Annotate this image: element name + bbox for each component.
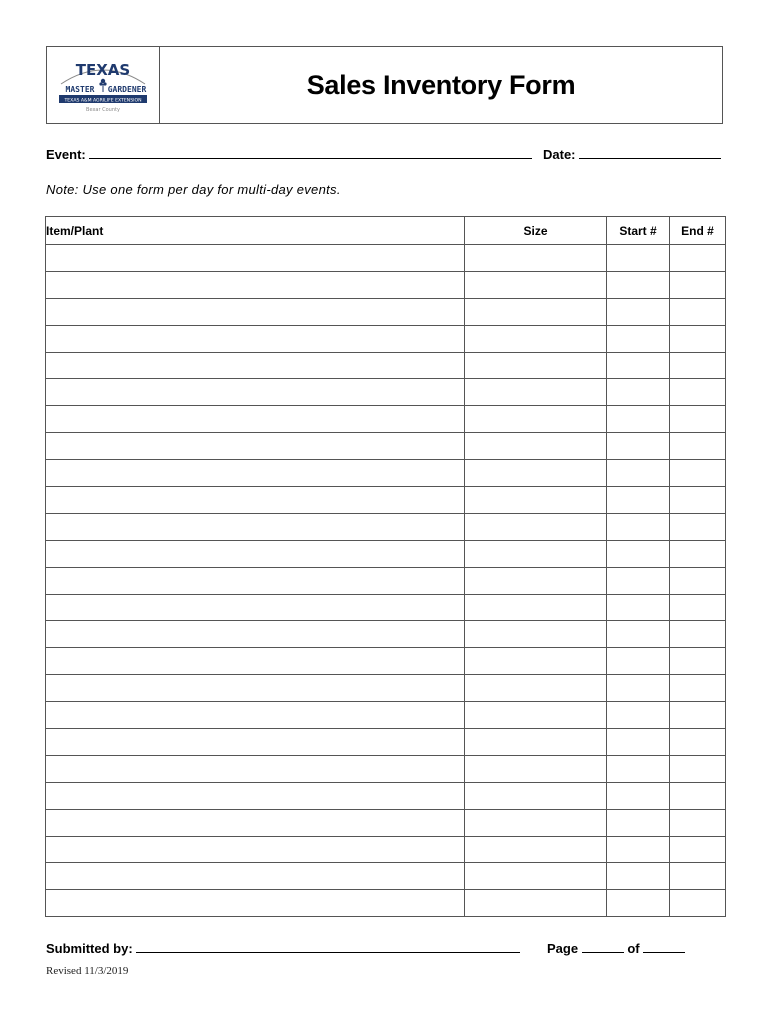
size-cell[interactable] [465, 352, 607, 379]
table-row [46, 809, 726, 836]
start-cell[interactable] [607, 782, 670, 809]
of-label: of [627, 941, 640, 956]
page-number-input-line[interactable] [582, 940, 624, 953]
end-cell[interactable] [670, 352, 726, 379]
texas-master-gardener-logo [55, 54, 151, 116]
size-cell[interactable] [465, 648, 607, 675]
item-cell[interactable] [46, 379, 465, 406]
date-input-line[interactable] [579, 146, 721, 159]
page-label: Page [547, 941, 579, 956]
size-cell[interactable] [465, 487, 607, 514]
end-cell[interactable] [670, 540, 726, 567]
end-cell[interactable] [670, 890, 726, 917]
end-cell[interactable] [670, 782, 726, 809]
end-cell[interactable] [670, 648, 726, 675]
start-cell[interactable] [607, 433, 670, 460]
size-cell[interactable] [465, 540, 607, 567]
inventory-table [45, 216, 726, 917]
end-cell[interactable] [670, 487, 726, 514]
page-number-field [547, 940, 685, 956]
start-cell[interactable] [607, 621, 670, 648]
table-row [46, 675, 726, 702]
table-row [46, 379, 726, 406]
size-cell[interactable] [465, 594, 607, 621]
end-cell[interactable] [670, 755, 726, 782]
table-row [46, 433, 726, 460]
item-cell[interactable] [46, 836, 465, 863]
column-header-start: Start # [607, 217, 670, 245]
submitted-by-label: Submitted by: [46, 941, 133, 956]
page-total-input-line[interactable] [643, 940, 685, 953]
item-cell[interactable] [46, 621, 465, 648]
size-cell[interactable] [465, 513, 607, 540]
item-cell[interactable] [46, 675, 465, 702]
end-cell[interactable] [670, 621, 726, 648]
size-cell[interactable] [465, 702, 607, 729]
form-header [46, 46, 723, 124]
start-cell[interactable] [607, 809, 670, 836]
item-cell[interactable] [46, 702, 465, 729]
date-label: Date: [543, 147, 576, 162]
end-cell[interactable] [670, 325, 726, 352]
table-row [46, 406, 726, 433]
note-text: Note: Use one form per day for multi-day events. [46, 182, 341, 197]
item-cell[interactable] [46, 648, 465, 675]
size-cell[interactable] [465, 890, 607, 917]
start-cell[interactable] [607, 675, 670, 702]
item-cell[interactable] [46, 729, 465, 756]
table-row [46, 836, 726, 863]
item-cell[interactable] [46, 352, 465, 379]
logo-band-text: TEXAS A&M AGRILIFE EXTENSION [64, 98, 142, 104]
size-cell[interactable] [465, 460, 607, 487]
start-cell[interactable] [607, 379, 670, 406]
table-row [46, 621, 726, 648]
submitted-by-field [46, 940, 520, 956]
table-row [46, 513, 726, 540]
end-cell[interactable] [670, 729, 726, 756]
end-cell[interactable] [670, 594, 726, 621]
start-cell[interactable] [607, 540, 670, 567]
size-cell[interactable] [465, 245, 607, 272]
size-cell[interactable] [465, 755, 607, 782]
size-cell[interactable] [465, 675, 607, 702]
start-cell[interactable] [607, 406, 670, 433]
end-cell[interactable] [670, 379, 726, 406]
table-row [46, 729, 726, 756]
size-cell[interactable] [465, 621, 607, 648]
end-cell[interactable] [670, 863, 726, 890]
end-cell[interactable] [670, 298, 726, 325]
title-cell [160, 47, 722, 123]
start-cell[interactable] [607, 594, 670, 621]
end-cell[interactable] [670, 433, 726, 460]
event-input-line[interactable] [89, 146, 532, 159]
table-row [46, 755, 726, 782]
table-row [46, 352, 726, 379]
table-row [46, 863, 726, 890]
item-cell[interactable] [46, 406, 465, 433]
start-cell[interactable] [607, 702, 670, 729]
end-cell[interactable] [670, 702, 726, 729]
item-cell[interactable] [46, 487, 465, 514]
item-cell[interactable] [46, 460, 465, 487]
size-cell[interactable] [465, 567, 607, 594]
start-cell[interactable] [607, 325, 670, 352]
start-cell[interactable] [607, 648, 670, 675]
table-header-row [46, 217, 726, 245]
table-row [46, 245, 726, 272]
size-cell[interactable] [465, 433, 607, 460]
table-row [46, 567, 726, 594]
start-cell[interactable] [607, 271, 670, 298]
item-cell[interactable] [46, 513, 465, 540]
table-row [46, 540, 726, 567]
start-cell[interactable] [607, 890, 670, 917]
start-cell[interactable] [607, 460, 670, 487]
flower-icon [99, 79, 106, 92]
item-cell[interactable] [46, 325, 465, 352]
end-cell[interactable] [670, 271, 726, 298]
item-cell[interactable] [46, 298, 465, 325]
start-cell[interactable] [607, 245, 670, 272]
end-cell[interactable] [670, 836, 726, 863]
size-cell[interactable] [465, 809, 607, 836]
item-cell[interactable] [46, 755, 465, 782]
end-cell[interactable] [670, 245, 726, 272]
event-field [46, 146, 532, 162]
column-header-item: Item/Plant [46, 217, 465, 245]
column-header-end: End # [670, 217, 726, 245]
size-cell[interactable] [465, 782, 607, 809]
size-cell[interactable] [465, 406, 607, 433]
table-row [46, 782, 726, 809]
size-cell[interactable] [465, 729, 607, 756]
start-cell[interactable] [607, 836, 670, 863]
table-row [46, 594, 726, 621]
size-cell[interactable] [465, 298, 607, 325]
item-cell[interactable] [46, 809, 465, 836]
item-cell[interactable] [46, 540, 465, 567]
size-cell[interactable] [465, 325, 607, 352]
table-row [46, 890, 726, 917]
logo-county-text: Bexar County [86, 107, 120, 113]
item-cell[interactable] [46, 433, 465, 460]
end-cell[interactable] [670, 406, 726, 433]
end-cell[interactable] [670, 809, 726, 836]
start-cell[interactable] [607, 352, 670, 379]
table-row [46, 298, 726, 325]
item-cell[interactable] [46, 245, 465, 272]
table-row [46, 648, 726, 675]
start-cell[interactable] [607, 298, 670, 325]
date-field [543, 146, 721, 162]
item-cell[interactable] [46, 890, 465, 917]
revised-date: Revised 11/3/2019 [46, 965, 129, 977]
table-row [46, 460, 726, 487]
item-cell[interactable] [46, 271, 465, 298]
logo-right-text: GARDENER [107, 85, 147, 94]
end-cell[interactable] [670, 567, 726, 594]
submitted-by-input-line[interactable] [136, 940, 520, 953]
page-title: Sales Inventory Form [306, 69, 576, 100]
size-cell[interactable] [465, 271, 607, 298]
start-cell[interactable] [607, 567, 670, 594]
start-cell[interactable] [607, 729, 670, 756]
column-header-size: Size [465, 217, 607, 245]
table-row [46, 271, 726, 298]
table-row [46, 487, 726, 514]
item-cell[interactable] [46, 567, 465, 594]
item-cell[interactable] [46, 782, 465, 809]
end-cell[interactable] [670, 460, 726, 487]
event-label: Event: [46, 147, 86, 162]
end-cell[interactable] [670, 675, 726, 702]
start-cell[interactable] [607, 487, 670, 514]
logo-left-text: MASTER [65, 85, 95, 94]
logo-cell [47, 47, 160, 123]
size-cell[interactable] [465, 836, 607, 863]
start-cell[interactable] [607, 755, 670, 782]
logo-top-text: TEXAS [75, 61, 131, 79]
item-cell[interactable] [46, 863, 465, 890]
size-cell[interactable] [465, 379, 607, 406]
size-cell[interactable] [465, 863, 607, 890]
start-cell[interactable] [607, 863, 670, 890]
end-cell[interactable] [670, 513, 726, 540]
table-row [46, 325, 726, 352]
table-row [46, 702, 726, 729]
item-cell[interactable] [46, 594, 465, 621]
start-cell[interactable] [607, 513, 670, 540]
